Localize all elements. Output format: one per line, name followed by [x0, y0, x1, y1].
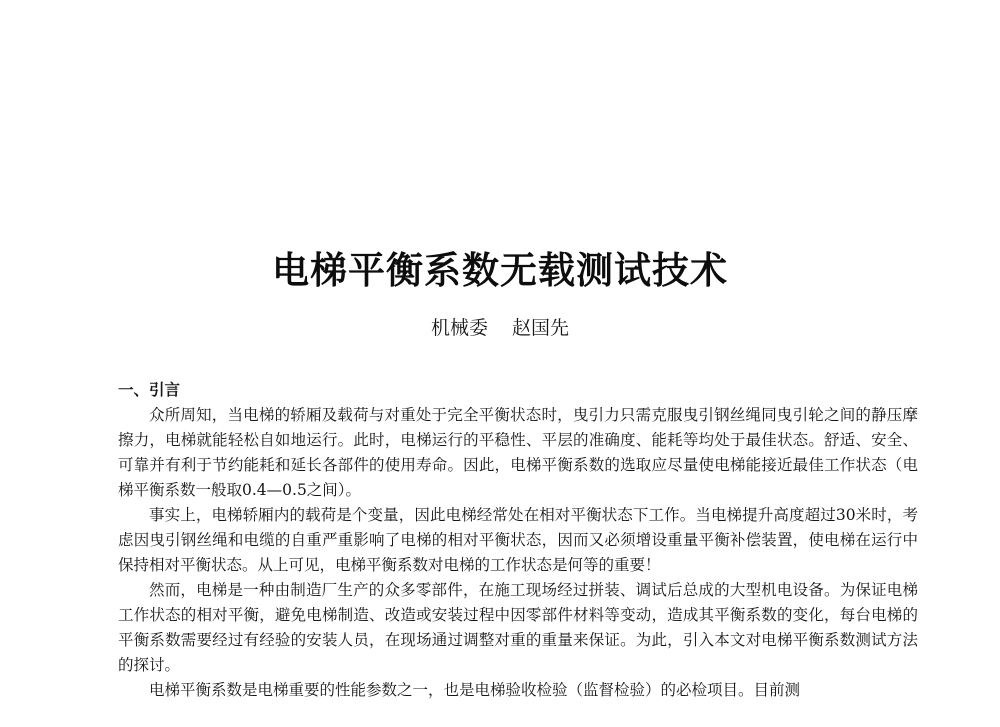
author-line: [0, 313, 1000, 340]
paper-title: 电梯平衡系数无载测试技术: [272, 249, 728, 292]
paragraph: 然而，电梯是一种由制造厂生产的众多零部件，在施工现场经过拼装、调试后总成的大型机电设备。为保证电梯工作状态的相对平衡，避免电梯制造、改造或安装过程中因零部件材料等变动，造成其平衡系数的变化，每台电梯的平衡系数需要经过有经验的安装人员，在现场通过调整对重的重量来保证。为此，引入本文对电梯平衡系数测试方法的探讨。: [118, 581, 918, 674]
author-name: 赵国先: [512, 317, 570, 339]
paragraph: 电梯平衡系数是电梯重要的性能参数之一，也是电梯验收检验（监督检验）的必检项目。目前测: [149, 681, 801, 699]
section-heading: 一、引言: [118, 381, 181, 399]
body-text: [118, 378, 918, 727]
paragraph: 事实上，电梯轿厢内的载荷是个变量，因此电梯经常处在相对平衡状态下工作。当电梯提升高度超过30米时，考虑因曳引钢丝绳和电缆的自重严重影响了电梯的相对平衡状态，因而又必须增设重量平衡补偿装置，使电梯在运行中保持相对平衡状态。从上可见，电梯平衡系数对电梯的工作状态是何等的重要！: [118, 506, 918, 574]
paragraph: 众所周知，当电梯的轿厢及载荷与对重处于完全平衡状态时，曳引力只需克服曳引钢丝绳同曳引轮之间的静压摩擦力，电梯就能轻松自如地运行。此时，电梯运行的平稳性、平层的准确度、能耗等均处于最佳状态。舒适、安全、可靠并有利于节约能耗和延长各部件的使用寿命。因此，电梯平衡系数的选取应尽量使电梯能接近最佳工作状态（电梯平衡系数一般取0.4—0.5之间）。: [118, 406, 918, 499]
author-name: 机械委: [430, 317, 488, 339]
